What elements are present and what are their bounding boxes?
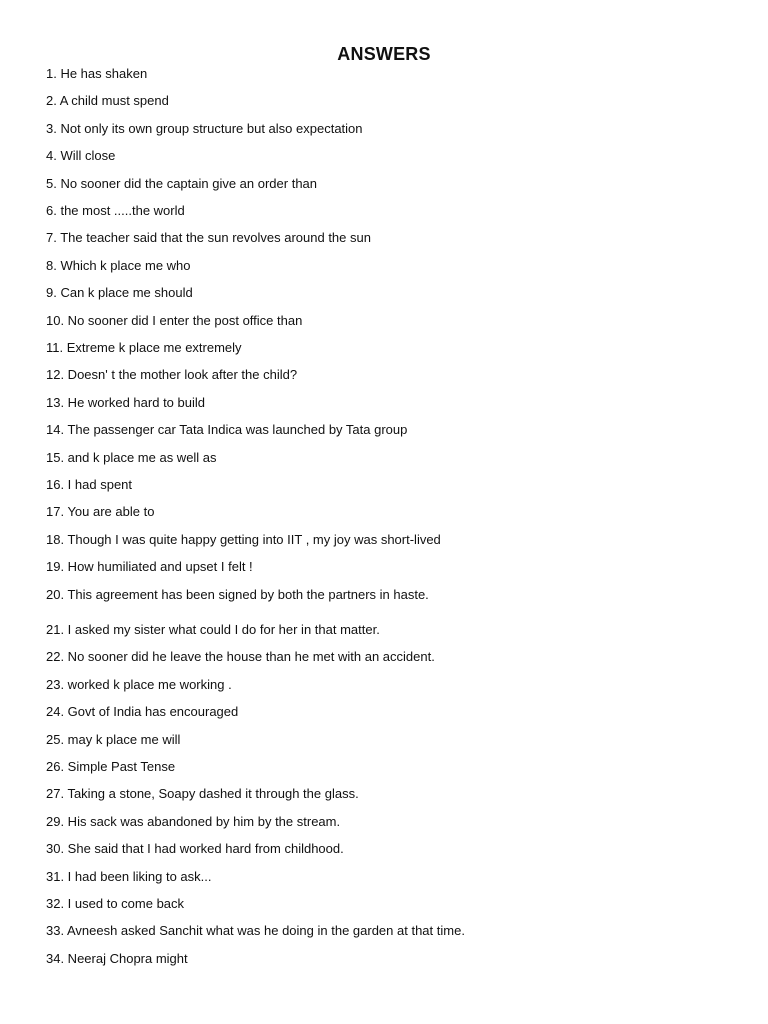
answer-item: 12. Doesn' t the mother look after the child? (46, 367, 298, 383)
answer-item: 15. and k place me as well as (46, 449, 217, 465)
answer-item: 6. the most .....the world (46, 203, 185, 218)
answer-item: 20. This agreement has been signed by both the partners in haste. (46, 586, 429, 602)
answer-item: 21. I asked my sister what could I do for her in that matter. (46, 622, 380, 637)
answer-item: 18. Though I was quite happy getting into IIT , my joy was short-lived (46, 531, 441, 547)
answer-item: 34. Neeraj Chopra might (46, 950, 188, 966)
answer-item: 29. His sack was abandoned by him by the stream. (46, 813, 341, 829)
answer-item: 1. He has shaken (46, 66, 148, 81)
answer-item: 22. No sooner did he leave the house than he met with an accident. (46, 649, 435, 665)
answer-item: 16. I had spent (46, 477, 133, 492)
answer-item: 10. No sooner did I enter the post office than (46, 312, 303, 328)
answer-item: 2. A child must spend (46, 93, 169, 109)
answer-item: 13. He worked hard to build (46, 394, 205, 410)
answer-item: 17. You are able to (46, 504, 155, 520)
answer-item: 9. Can k place me should (46, 285, 193, 301)
answer-item: 7. The teacher said that the sun revolves around the sun (46, 230, 371, 246)
answer-item: 31. I had been liking to ask... (46, 868, 212, 884)
answer-item: 32. I used to come back (46, 896, 185, 911)
answer-item: 24. Govt of India has encouraged (46, 704, 239, 720)
answer-item: 26. Simple Past Tense (46, 759, 176, 774)
answer-item: 25. may k place me will (46, 731, 181, 747)
answer-item: 14. The passenger car Tata Indica was launched by Tata group (46, 422, 408, 438)
answer-item: 23. worked k place me working . (46, 676, 232, 692)
answer-item: 27. Taking a stone, Soapy dashed it through the glass. (46, 786, 359, 802)
answer-item: 19. How humiliated and upset I felt ! (46, 559, 253, 575)
answer-item: 30. She said that I had worked hard from childhood. (46, 841, 344, 857)
answer-item: 8. Which k place me who (46, 257, 191, 273)
answer-item: 11. Extreme k place me extremely (46, 340, 242, 355)
answer-item: 4. Will close (46, 148, 116, 164)
answer-item: 5. No sooner did the captain give an order than (46, 175, 318, 191)
answer-item: 3. Not only its own group structure but also expectation (46, 120, 363, 136)
answer-item: 33. Avneesh asked Sanchit what was he doing in the garden at that time. (46, 923, 465, 939)
page-title: ANSWERS (337, 44, 431, 64)
